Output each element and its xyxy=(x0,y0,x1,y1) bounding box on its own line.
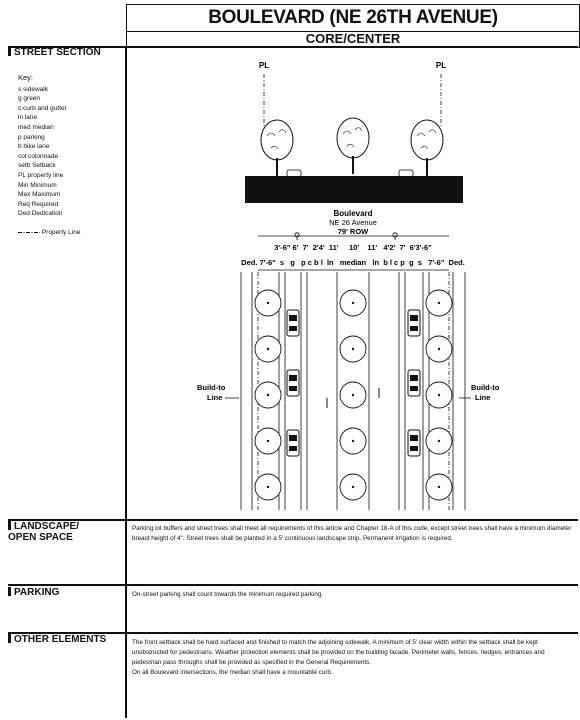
tree-plan xyxy=(340,428,366,454)
car-plan xyxy=(408,310,420,336)
key-item: col colonnade xyxy=(18,152,59,160)
key-item: setb Setback xyxy=(18,162,56,170)
section-heading-parking: PARKING xyxy=(8,587,59,598)
street-section-diagram xyxy=(127,48,577,518)
page-subtitle: CORE/CENTER xyxy=(126,30,580,48)
key-item: s sidewalk xyxy=(18,85,48,93)
car-plan xyxy=(287,310,299,336)
section-heading-street: STREET SECTION xyxy=(8,47,101,58)
other-paragraph-1: The front setback shall be hard surfaced and finished to match the adjoining sidewalk. A minimum of 5' clear width within the setback shall be kept unobstructed for pedestrians. Weather protection elements shall be provided on the building facade. Perimeter walls, fences, hedges, entrances and pedestrian pass throughs shall be provided as specified in the General Requirements. xyxy=(132,639,545,666)
road-sub: NE 26 Avenue xyxy=(329,218,377,227)
tree-plan xyxy=(340,382,366,408)
key-legend xyxy=(18,73,80,238)
tree-plan xyxy=(255,428,281,454)
road-name: Boulevard xyxy=(333,209,373,218)
key-item: Req Required xyxy=(18,200,59,208)
key-item: p parking xyxy=(18,133,45,141)
tree-plan xyxy=(255,474,281,500)
car-elevation xyxy=(399,170,413,177)
build-to-left-label: Build-to xyxy=(197,383,226,392)
pl-left-label: PL xyxy=(258,61,270,70)
page-title: BOULEVARD (NE 26TH AVENUE) xyxy=(126,4,580,32)
dimension-labels: Ded. 7'-6" s g p c b l ln median ln b l c p g s 7'-6" Ded. xyxy=(241,258,465,267)
tree-plan xyxy=(340,290,366,316)
section-heading-other: OTHER ELEMENTS xyxy=(8,634,106,645)
other-paragraph-2: On all Boulevard intersections, the median shall have a mountable curb. xyxy=(132,669,333,676)
tree-elevation xyxy=(337,118,369,174)
tree-plan xyxy=(426,382,452,408)
row-label: 79' ROW xyxy=(337,227,369,236)
key-item: Ded Dedication xyxy=(18,210,63,218)
key-item: g green xyxy=(18,95,41,103)
build-to-right-label-2: Line xyxy=(475,393,491,402)
build-to-right-label: Build-to xyxy=(471,383,500,392)
tree-plan xyxy=(426,290,452,316)
key-title: Key: xyxy=(18,73,34,82)
tree-plan xyxy=(426,336,452,362)
parking-text: On-street parking shall count towards the minimum required parking. xyxy=(132,591,324,598)
property-line-icon xyxy=(18,230,40,235)
tree-plan xyxy=(340,336,366,362)
other-elements-text xyxy=(132,638,572,678)
tree-plan xyxy=(426,428,452,454)
tree-plan xyxy=(340,474,366,500)
tree-plan xyxy=(255,336,281,362)
dimension-values: 3'-6" 6' 7' 2'4' 11' 10' 11' 4'2' 7' 6'3'-6" xyxy=(274,243,432,252)
key-item: Min Minimum xyxy=(18,181,57,189)
row-divider xyxy=(8,519,578,521)
car-plan xyxy=(287,370,299,396)
landscape-text: Parking lot buffers and street trees shall meet all requirements of this article and Chapter 18-A of this code, except street trees shall have a minimum diameter breast height of 4". Street trees shall be planted in a 5' continuous landscape strip. Permanent irrigation is required. xyxy=(132,525,572,542)
key-item: c curb and gutter xyxy=(18,104,67,112)
section-heading-landscape: LANDSCAPE/ OPEN SPACE xyxy=(8,521,80,543)
car-plan xyxy=(408,370,420,396)
car-plan xyxy=(287,430,299,456)
key-item: Max Maximum xyxy=(18,191,61,199)
road-section-band xyxy=(245,176,463,203)
key-property-line: Property Line xyxy=(18,228,80,238)
row-divider xyxy=(8,584,578,586)
car-elevation xyxy=(287,170,301,177)
key-item: PL property line xyxy=(18,171,64,179)
bike-icon: ⚲ xyxy=(391,231,399,241)
tree-elevation xyxy=(261,120,293,176)
build-to-left-label-2: Line xyxy=(207,393,223,402)
key-item: ln lane xyxy=(18,114,38,122)
key-item: med median xyxy=(18,123,54,131)
tree-plan xyxy=(426,474,452,500)
car-plan xyxy=(408,430,420,456)
tree-elevation xyxy=(411,120,443,176)
key-item: b bike lane xyxy=(18,143,50,151)
pl-right-label: PL xyxy=(435,61,447,70)
bike-icon: ⚲ xyxy=(293,231,301,241)
tree-plan xyxy=(255,290,281,316)
tree-plan xyxy=(255,382,281,408)
